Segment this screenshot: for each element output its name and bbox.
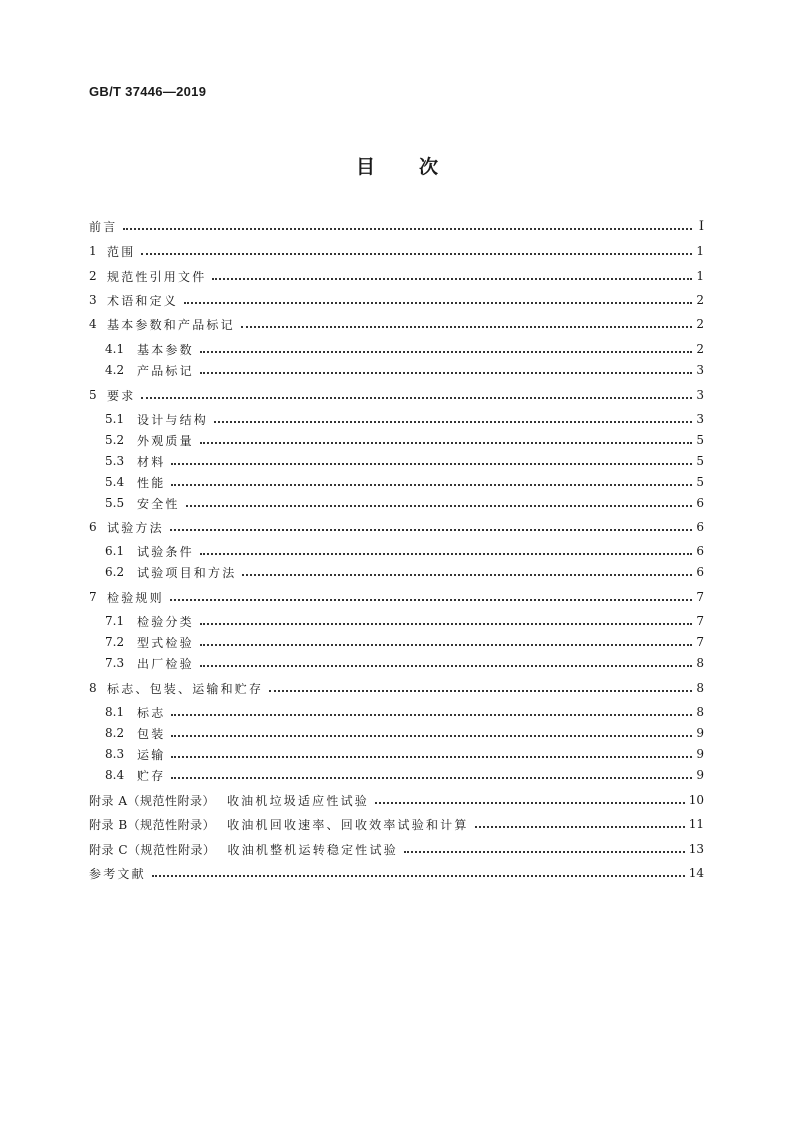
toc-dot-leader [171,451,692,465]
toc-entry-page-number: 2 [696,293,704,307]
toc-entry-page-number: 6 [696,565,704,579]
toc-entry-number: 6 [89,520,97,534]
toc-entry-page-number: 8 [696,681,704,695]
toc-entry-label: 试验项目和方法 [137,565,237,580]
toc-entry-label: 收油机回收速率、回收效率试验和计算 [227,817,469,832]
toc-entry-number: 6.2 [105,565,125,579]
toc-entry[interactable] [89,863,704,883]
toc-entry-label: 术语和定义 [107,293,179,308]
toc-dot-leader [475,814,685,828]
toc-entry[interactable] [89,290,704,310]
toc-entry[interactable] [105,611,704,631]
toc-entry-page-number: 2 [696,342,704,356]
toc-dot-leader [214,409,692,423]
toc-entry-label: 基本参数 [137,342,194,357]
toc-entry-page-number: 3 [696,412,704,426]
toc-entry-label: 性能 [137,475,166,490]
toc-entry-page-number: 9 [696,726,704,740]
toc-entry-number: 4.2 [105,363,125,377]
toc-entry-number: 7 [89,590,97,604]
toc-dot-leader [242,562,692,576]
toc-entry-appendix-prefix: 附录 B（规范性附录） [89,817,216,832]
toc-entry-label: 前言 [89,219,118,234]
toc-entry[interactable] [89,314,704,334]
toc-entry-number: 5.1 [105,412,125,426]
toc-dot-leader [171,765,692,779]
toc-dot-leader [404,839,685,853]
toc-entry[interactable] [105,541,704,561]
toc-entry[interactable] [105,339,704,359]
toc-entry-label: 型式检验 [137,635,194,650]
toc-entry[interactable] [105,409,704,429]
toc-dot-leader [186,493,692,507]
toc-entry-appendix-prefix: 附录 A（规范性附录） [89,793,215,808]
toc-entry-page-number: 1 [696,269,704,283]
toc-entry-number: 8.1 [105,705,125,719]
toc-dot-leader [152,863,685,877]
toc-title-char-2: 次 [419,156,439,178]
toc-entry-label: 检验规则 [107,590,164,605]
toc-entry-number: 2 [89,269,97,283]
toc-entry-label: 收油机整机运转稳定性试验 [227,842,398,857]
toc-entry-label: 设计与结构 [137,412,209,427]
toc-entry-label: 贮存 [137,768,166,783]
toc-entry[interactable] [105,653,704,673]
toc-dot-leader [170,517,692,531]
toc-entry[interactable] [105,430,704,450]
toc-entry[interactable] [89,678,704,698]
toc-entry-label: 标志 [137,705,166,720]
toc-entry-label: 收油机垃圾适应性试验 [226,793,369,808]
toc-entry[interactable] [89,790,704,810]
toc-dot-leader [171,472,692,486]
toc-dot-leader [171,723,692,737]
toc-entry-label: 外观质量 [137,433,194,448]
toc-entry-page-number: 5 [696,475,704,489]
document-code: GB/T 37446—2019 [89,84,207,99]
toc-dot-leader [171,744,692,758]
toc-entry-page-number: 6 [696,520,704,534]
toc-entry[interactable] [105,702,704,722]
toc-entry-page-number: 8 [696,656,704,670]
toc-dot-leader [200,360,692,374]
toc-entry-page-number: 7 [696,635,704,649]
toc-entry[interactable] [105,360,704,380]
toc-entry[interactable] [105,744,704,764]
toc-dot-leader [200,632,692,646]
toc-entry-number: 7.3 [105,656,125,670]
toc-title-char-1: 目 [355,156,375,178]
toc-entry-label: 规范性引用文件 [107,269,207,284]
toc-entry-number: 8.2 [105,726,125,740]
toc-entry-page-number: 6 [696,544,704,558]
toc-dot-leader [141,385,692,399]
toc-entry-page-number: 1 [696,244,704,258]
toc-entry[interactable] [105,723,704,743]
toc-dot-leader [212,266,692,280]
toc-entry-number: 8.3 [105,747,125,761]
toc-entry-page-number: 11 [688,817,704,831]
toc-entry-page-number: I [698,218,704,234]
toc-entry-number: 5 [89,388,97,402]
toc-entry-label: 试验方法 [107,520,164,535]
toc-entry-number: 7.1 [105,614,125,628]
toc-entry-number: 3 [89,293,97,307]
toc-entry-label: 参考文献 [89,866,146,881]
toc-dot-leader [269,678,692,692]
toc-dot-leader [200,653,692,667]
toc-entry-label: 材料 [137,454,166,469]
toc-entry-page-number: 9 [696,768,704,782]
toc-dot-leader [200,339,692,353]
toc-entry-page-number: 6 [696,496,704,510]
toc-entry-page-number: 10 [688,793,704,807]
toc-entry-page-number: 8 [696,705,704,719]
toc-entry-number: 4 [89,317,97,331]
toc-entry[interactable] [89,814,704,834]
toc-entry[interactable] [89,839,704,859]
toc-entry-page-number: 5 [696,433,704,447]
toc-entry-label: 运输 [137,747,166,762]
toc-dot-leader [123,216,692,230]
toc-dot-leader [141,241,692,255]
toc-entry[interactable] [89,385,704,405]
toc-entry-label: 范围 [107,244,136,259]
toc-entry-number: 5.5 [105,496,125,510]
toc-dot-leader [171,702,692,716]
toc-dot-leader [184,290,692,304]
toc-entry-page-number: 7 [696,590,704,604]
toc-entry-number: 6.1 [105,544,125,558]
toc-entry-number: 1 [89,244,97,258]
toc-entry-page-number: 5 [696,454,704,468]
toc-entry-label: 包装 [137,726,166,741]
toc-entry-page-number: 2 [696,317,704,331]
toc-entry-page-number: 3 [696,388,704,402]
toc-entry[interactable] [105,632,704,652]
toc-dot-leader [375,790,685,804]
toc-entry[interactable] [89,241,704,261]
toc-entry[interactable] [89,216,704,236]
toc-entry-label: 基本参数和产品标记 [107,317,235,332]
toc-entry-label: 出厂检验 [137,656,194,671]
toc-dot-leader [241,314,692,328]
toc-entry-label: 要求 [107,388,136,403]
toc-entry-page-number: 14 [688,866,704,880]
toc-entry-label: 产品标记 [137,363,194,378]
toc-entry[interactable] [105,451,704,471]
toc-entry[interactable] [89,266,704,286]
toc-entry[interactable] [105,765,704,785]
toc-entry-label: 标志、包装、运输和贮存 [107,681,264,696]
toc-entry-page-number: 13 [688,842,704,856]
toc-entry-number: 5.3 [105,454,125,468]
toc-entry-page-number: 7 [696,614,704,628]
toc-entry[interactable] [105,493,704,513]
toc-entry-number: 8 [89,681,97,695]
toc-title [0,152,794,179]
toc-entry-page-number: 9 [696,747,704,761]
toc-entry-number: 8.4 [105,768,125,782]
toc-entry[interactable] [89,587,704,607]
toc-dot-leader [170,587,692,601]
toc-dot-leader [200,430,692,444]
toc-entry-label: 试验条件 [137,544,194,559]
toc-entry[interactable] [89,517,704,537]
toc-entry-label: 安全性 [137,496,180,511]
toc-entry-appendix-prefix: 附录 C（规范性附录） [89,842,216,857]
toc-entry-number: 5.4 [105,475,125,489]
toc-entry-label: 检验分类 [137,614,194,629]
toc-entry-number: 7.2 [105,635,125,649]
toc-entry-number: 5.2 [105,433,125,447]
toc-entry[interactable] [105,472,704,492]
toc-dot-leader [200,541,692,555]
toc-entry-page-number: 3 [696,363,704,377]
toc-dot-leader [200,611,692,625]
toc-entry[interactable] [105,562,704,582]
toc-entry-number: 4.1 [105,342,125,356]
